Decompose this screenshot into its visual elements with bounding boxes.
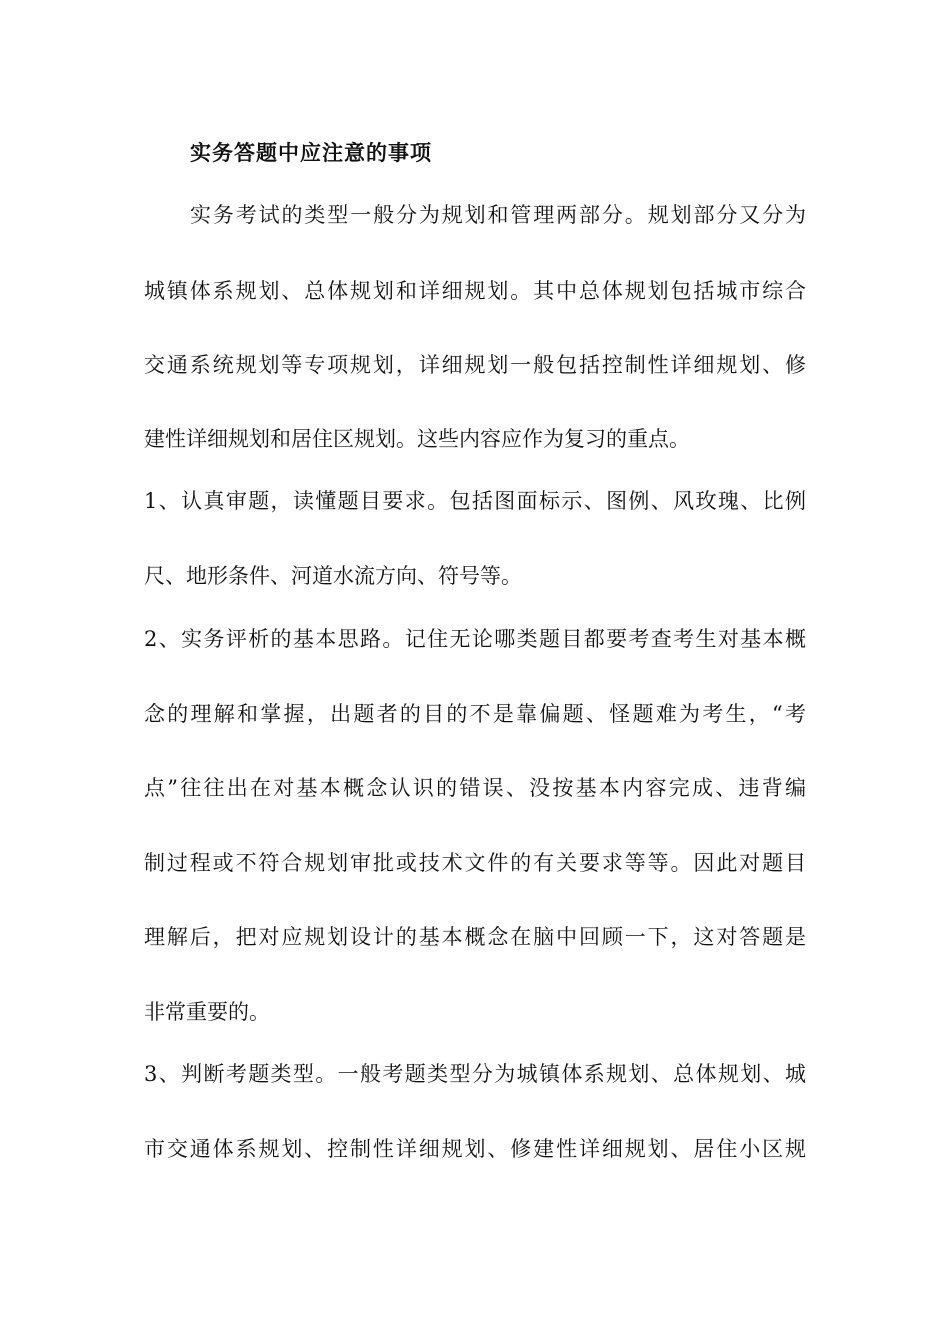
paragraph-line: 城镇体系规划、总体规划和详细规划。其中总体规划包括城市综合 bbox=[144, 279, 806, 303]
list-item-line: 尺、地形条件、河道水流方向、符号等。 bbox=[144, 564, 522, 588]
list-item-line: 点”往往出在对基本概念认识的错误、没按基本内容完成、违背编 bbox=[144, 776, 806, 800]
paragraph-line: 实务考试的类型一般分为规划和管理两部分。规划部分又分为 bbox=[190, 203, 806, 227]
list-item-line: 制过程或不符合规划审批或技术文件的有关要求等等。因此对题目 bbox=[144, 851, 806, 875]
list-item-line: 念的理解和掌握，出题者的目的不是靠偏题、怪题难为考生，“考 bbox=[144, 702, 806, 726]
paragraph-line: 交通系统规划等专项规划，详细规划一般包括控制性详细规划、修 bbox=[144, 353, 806, 377]
list-item-line: 理解后，把对应规划设计的基本概念在脑中回顾一下，这对答题是 bbox=[144, 925, 806, 949]
paragraph-line: 建性详细规划和居住区规划。这些内容应作为复习的重点。 bbox=[144, 427, 690, 451]
list-item-line: 3、判断考题类型。一般考题类型分为城镇体系规划、总体规划、城 bbox=[144, 1062, 806, 1086]
list-item-line: 1、认真审题，读懂题目要求。包括图面标示、图例、风玫瑰、比例 bbox=[144, 489, 806, 513]
list-item-line: 市交通体系规划、控制性详细规划、修建性详细规划、居住小区规 bbox=[144, 1137, 806, 1161]
list-item-line: 2、实务评析的基本思路。记住无论哪类题目都要考查考生对基本概 bbox=[144, 627, 806, 651]
list-item-line: 非常重要的。 bbox=[144, 1000, 270, 1024]
document-title: 实务答题中应注意的事项 bbox=[190, 141, 432, 165]
